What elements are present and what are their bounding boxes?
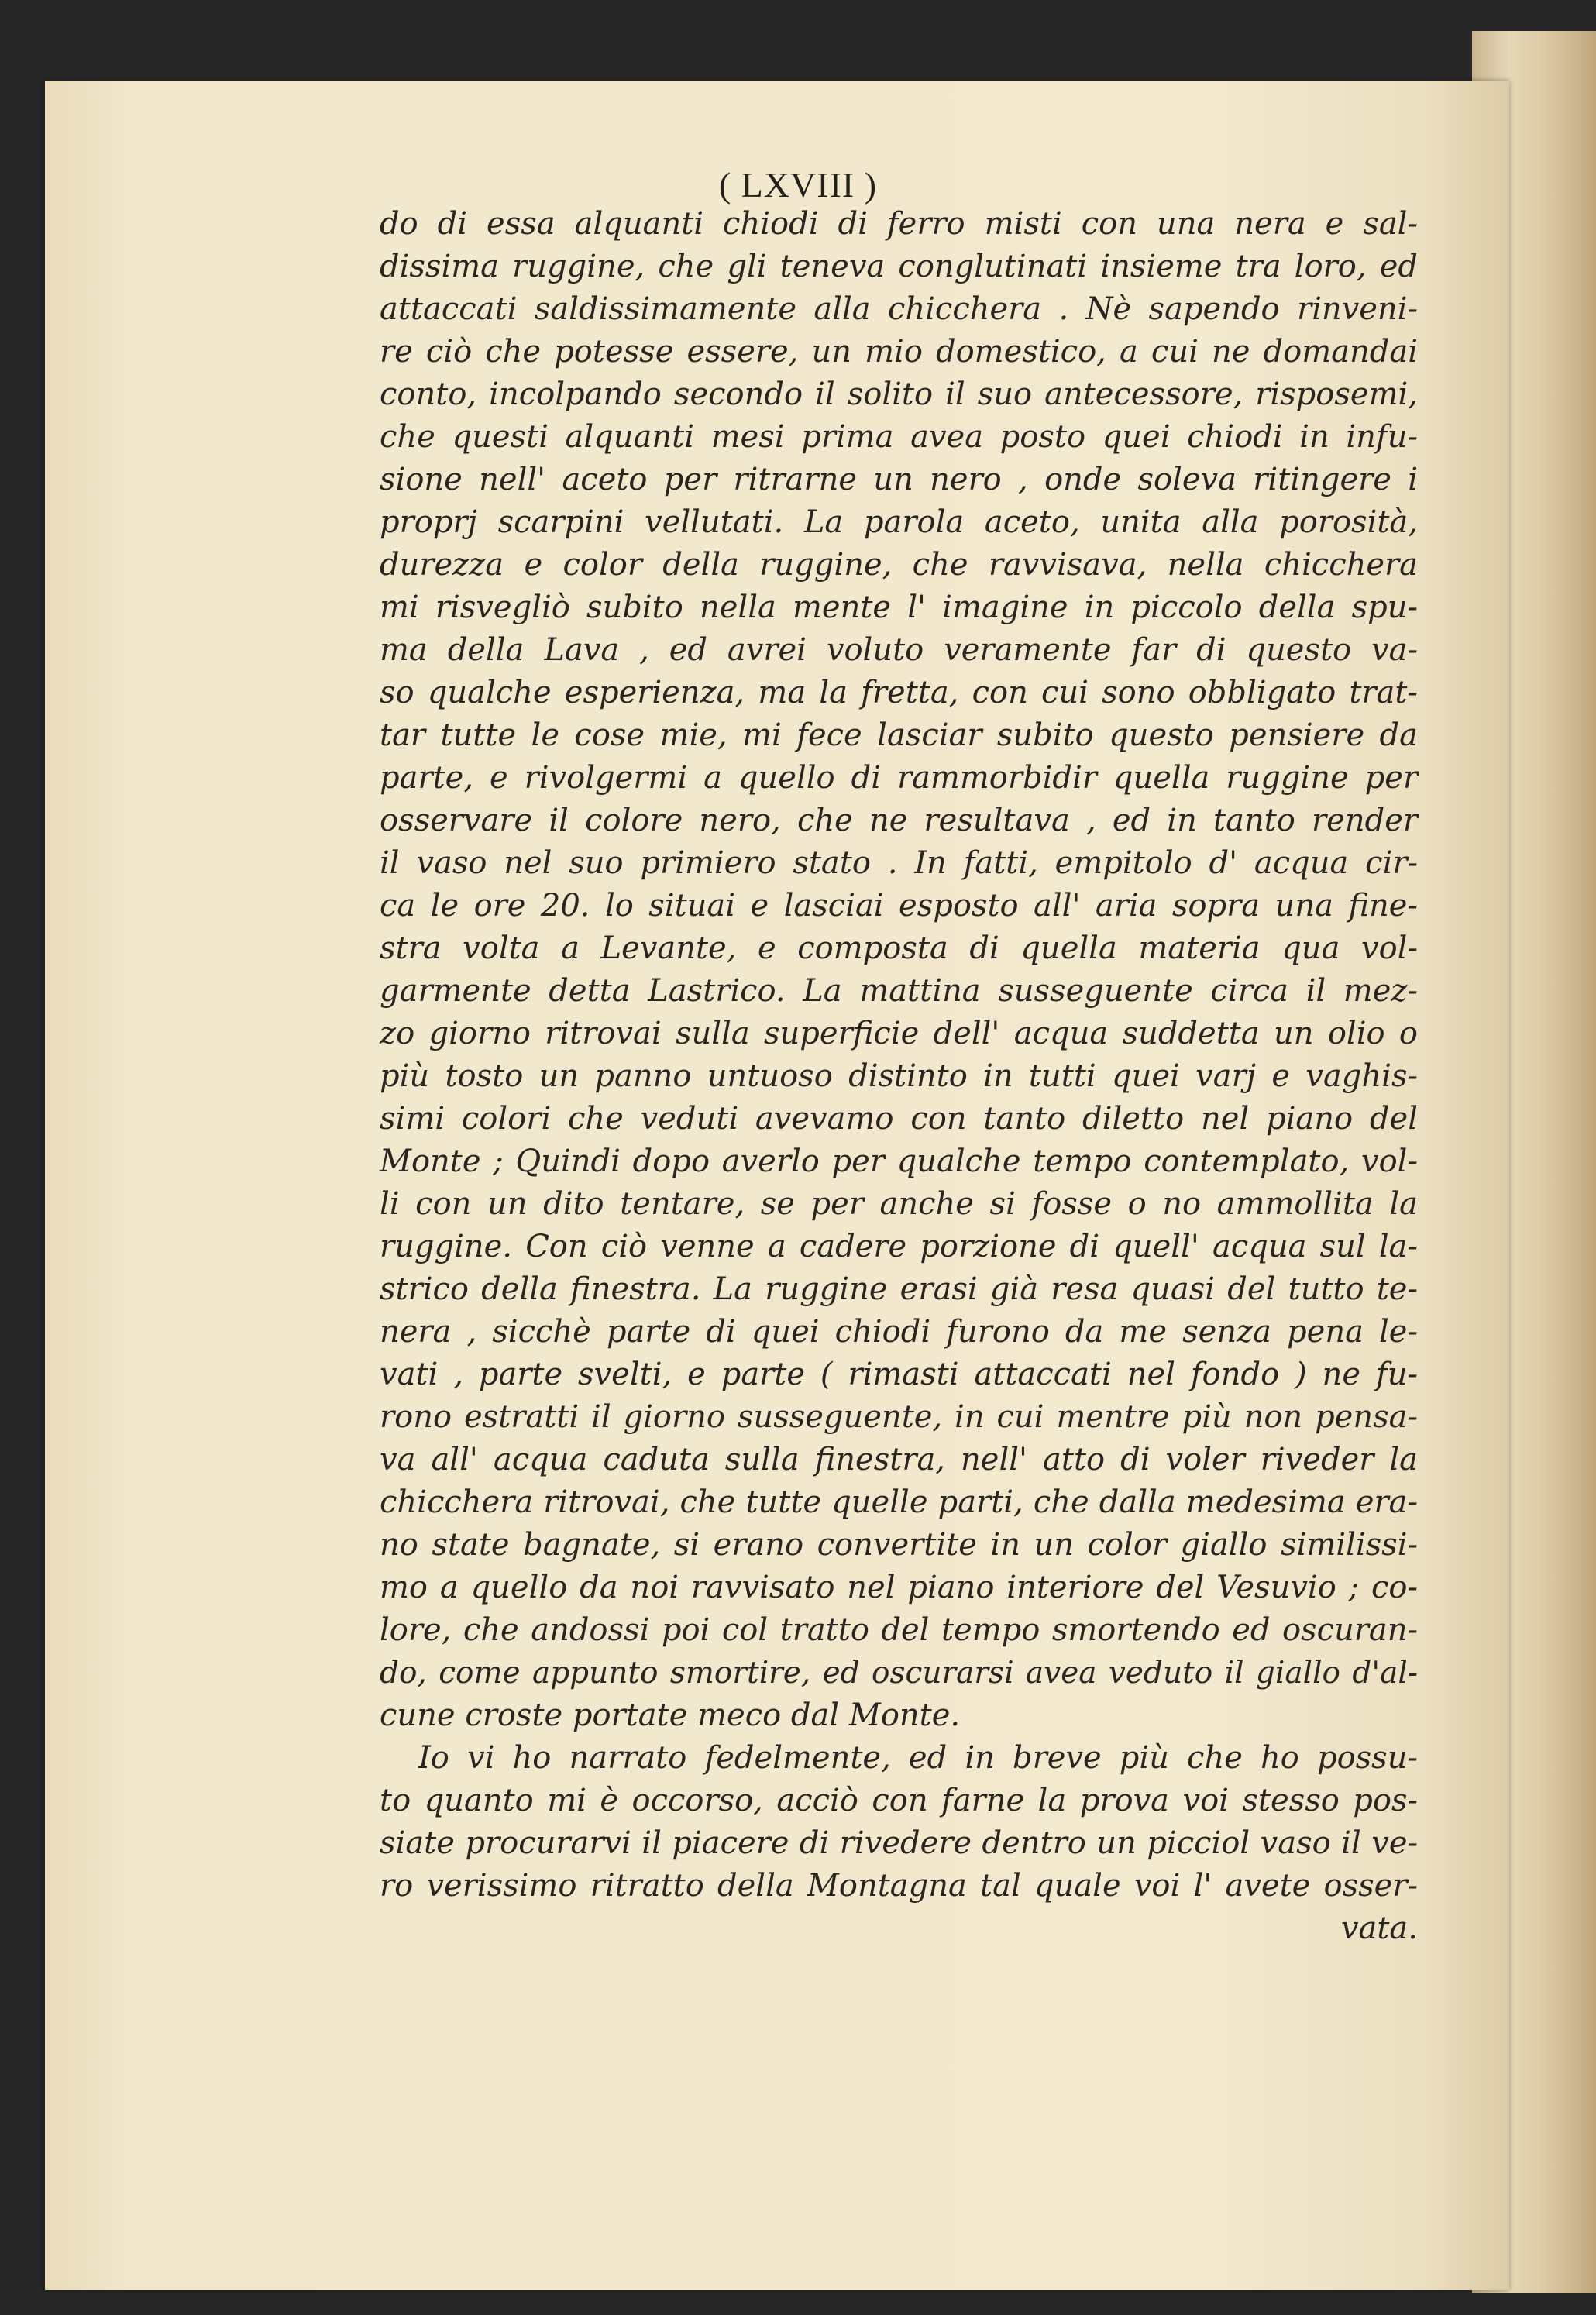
- text-line: do di essa alquanti chiodi di ferro misti con una nera e sal-: [380, 206, 1418, 242]
- text-line: ruggine. Con ciò venne a cadere porzione di quell' acqua sul la-: [380, 1229, 1418, 1264]
- text-line: ro verissimo ritratto della Montagna tal quale voi l' avete osser-: [380, 1868, 1418, 1904]
- text-line: ma della Lava , ed avrei voluto veramente far di questo va-: [380, 632, 1418, 668]
- text-line: durezza e color della ruggine, che ravvisava, nella chicchera: [380, 547, 1418, 583]
- text-line: to quanto mi è occorso, acciò con farne la prova voi stesso pos-: [380, 1783, 1418, 1818]
- text-line: garmente detta Lastrico. La mattina susseguente circa il mez-: [380, 973, 1418, 1009]
- text-line: cune croste portate meco dal Monte.: [380, 1698, 961, 1733]
- text-line: Monte ; Quindi dopo averlo per qualche tempo contemplato, vol-: [380, 1144, 1418, 1179]
- text-line: ca le ore 20. lo situai e lasciai esposto all' aria sopra una fine-: [380, 888, 1418, 924]
- text-line: vata.: [1340, 1911, 1418, 1946]
- text-line: zo giorno ritrovai sulla superficie dell' acqua suddetta un olio o: [380, 1016, 1418, 1051]
- text-line: vati , parte svelti, e parte ( rimasti attaccati nel fondo ) ne fu-: [380, 1357, 1418, 1392]
- text-line: che questi alquanti mesi prima avea posto quei chiodi in infu-: [380, 419, 1418, 455]
- text-line: dissima ruggine, che gli teneva conglutinati insieme tra loro, ed: [380, 249, 1418, 284]
- text-line: chicchera ritrovai, che tutte quelle parti, che dalla medesima era-: [380, 1484, 1418, 1520]
- text-line: più tosto un panno untuoso distinto in tutti quei varj e vaghis-: [380, 1058, 1418, 1094]
- text-line: stra volta a Levante, e composta di quella materia qua vol-: [380, 930, 1418, 966]
- text-line: il vaso nel suo primiero stato . In fatti, empitolo d' acqua cir-: [380, 845, 1418, 881]
- text-line: re ciò che potesse essere, un mio domestico, a cui ne domandai: [380, 334, 1418, 370]
- text-line: parte, e rivolgermi a quello di rammorbidir quella ruggine per: [380, 760, 1418, 796]
- text-line: mo a quello da noi ravvisato nel piano interiore del Vesuvio ; co-: [380, 1570, 1418, 1605]
- text-line: tar tutte le cose mie, mi fece lasciar subito questo pensiere da: [380, 717, 1418, 753]
- text-line: conto, incolpando secondo il solito il suo antecessore, risposemi,: [380, 377, 1418, 412]
- text-line: mi risvegliò subito nella mente l' imagine in piccolo della spu-: [380, 590, 1418, 625]
- text-line: lore, che andossi poi col tratto del tempo smortendo ed oscuran-: [380, 1612, 1418, 1648]
- text-line: va all' acqua caduta sulla finestra, nell' atto di voler riveder la: [380, 1442, 1418, 1477]
- text-line: do, come appunto smortire, ed oscurarsi avea veduto il giallo d'al-: [380, 1656, 1418, 1691]
- text-line: rono estratti il giorno susseguente, in cui mentre più non pensa-: [380, 1399, 1418, 1435]
- text-line: siate procurarvi il piacere di rivedere dentro un picciol vaso il ve-: [380, 1825, 1418, 1861]
- text-line: sione nell' aceto per ritrarne un nero , onde soleva ritingere i: [380, 462, 1418, 497]
- text-line: li con un dito tentare, se per anche si fosse o no ammollita la: [380, 1186, 1418, 1222]
- text-line: so qualche esperienza, ma la fretta, con cui sono obbligato trat-: [380, 675, 1418, 710]
- body-text: [380, 203, 1418, 1950]
- text-line: attaccati saldissimamente alla chicchera . Nè sapendo rinveni-: [380, 291, 1418, 327]
- text-line: osservare il colore nero, che ne resultava , ed in tanto render: [380, 803, 1418, 838]
- text-line: no state bagnate, si erano convertite in un color giallo similissi-: [380, 1527, 1418, 1563]
- text-line: Io vi ho narrato fedelmente, ed in breve più che ho possu-: [418, 1740, 1418, 1776]
- text-line: proprj scarpini vellutati. La parola aceto, unita alla porosità,: [380, 504, 1418, 540]
- text-line: nera , sicchè parte di quei chiodi furono da me senza pena le-: [380, 1314, 1418, 1350]
- page-number-header: ( LXVIII ): [718, 165, 878, 205]
- text-line: simi colori che veduti avevamo con tanto diletto nel piano del: [380, 1101, 1418, 1137]
- text-line: strico della finestra. La ruggine erasi già resa quasi del tutto te-: [380, 1271, 1418, 1307]
